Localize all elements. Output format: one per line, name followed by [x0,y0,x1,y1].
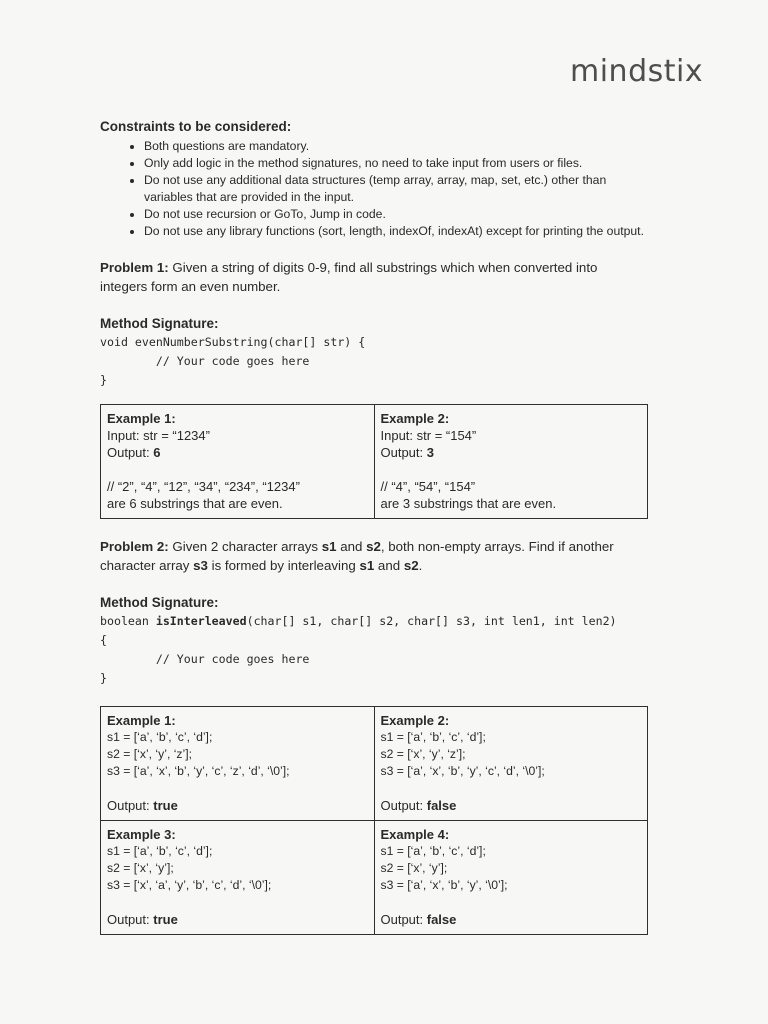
var-s1: s1 [359,558,375,573]
example-s3: s3 = [‘a’, ‘x’, ‘b’, ‘y’, ‘c’, ‘d’, ‘\0’]; [380,764,545,778]
code-token: (char[] s1, char[] s2, char[] s3, int len1, int len2) [246,614,617,628]
problem-2-text: Given 2 character arrays [172,539,322,554]
example-title: Example 2: [380,713,450,728]
output-value: true [153,798,178,813]
var-s1: s1 [321,539,337,554]
code-line: } [100,671,107,685]
example-title: Example 4: [380,827,450,842]
input-value: str = “154” [416,428,477,443]
example-s1: s1 = [‘a’, ‘b’, ‘c’, ‘d’]; [380,730,486,744]
method-name: isInterleaved [155,614,247,628]
problem-2-text: and [336,539,367,554]
code-line: void evenNumberSubstring(char[] str) { [100,335,366,349]
example-output [381,797,642,814]
example-s2: s2 = [‘x’, ‘y’, ‘z’]; [380,747,466,761]
example-cell [101,405,375,519]
example-cell [374,707,648,821]
example-cell [101,707,375,821]
problem-2-statement [100,537,648,575]
example-s3: s3 = [‘a’, ‘x’, ‘b’, ‘y’, ‘c’, ‘z’, ‘d’, ‘\0’]; [107,764,290,778]
brand-logo: mindstix [570,54,704,89]
example-input [381,427,642,444]
example-s2: s2 = [‘x’, ‘y’]; [380,861,448,875]
output-value: false [426,798,457,813]
example-s2: s2 = [‘x’, ‘y’, ‘z’]; [107,747,192,761]
example-title: Example 1: [107,411,176,426]
constraint-item: • Only add logic in the method signatures, no need to take input from users or files. [144,155,648,172]
example-title: Example 1: [107,713,176,728]
example-output [107,797,368,814]
example-s2: s2 = [‘x’, ‘y’]; [107,861,174,875]
input-label: Input: [107,428,144,443]
problem-2-signature-heading: Method Signature: [100,595,219,610]
example-output [107,444,368,461]
input-value: str = “1234” [143,428,210,443]
problem-1-signature-heading: Method Signature: [100,316,219,331]
output-value: true [153,912,178,927]
code-line: // Your code goes here [100,652,310,666]
code-token: boolean [100,614,156,628]
example-note: // “4”, “54”, “154” [380,479,476,494]
problem-1-statement [100,258,648,296]
output-label: Output: [107,445,154,460]
problem-1-text: Given a string of digits 0-9, find all substrings which when converted into integers form an even number. [100,260,598,294]
problem-2-text: and [374,558,404,573]
var-s2: s2 [366,539,381,554]
example-note: are 6 substrings that are even. [107,496,283,511]
example-input [107,427,368,444]
var-s3: s3 [193,558,208,573]
example-note: // “2”, “4”, “12”, “34”, “234”, “1234” [107,479,300,494]
code-line: { [100,633,107,647]
example-s1: s1 = [‘a’, ‘b’, ‘c’, ‘d’]; [107,730,213,744]
example-output [107,911,368,928]
output-value: 3 [426,445,434,460]
problem-2-label: Problem 2: [100,539,169,554]
problem-1-code [100,333,648,390]
problem-2-examples-table [100,706,648,935]
problem-1-label: Problem 1: [100,260,169,275]
problem-1-examples-table [100,404,648,519]
constraints-list [100,138,648,240]
output-value: 6 [153,445,161,460]
output-label: Output: [380,445,427,460]
output-label: Output: [380,798,427,813]
constraints-heading: Constraints to be considered: [100,119,292,134]
code-line: // Your code goes here [100,354,310,368]
example-cell [101,821,375,935]
constraint-item: • Do not use any additional data structures (temp array, array, map, set, etc.) other than variables that are provided in the input. [144,172,648,206]
constraint-item: • Do not use recursion or GoTo, Jump in code. [144,206,648,223]
example-note: are 3 substrings that are even. [380,496,557,511]
constraint-item: • Do not use any library functions (sort, length, indexOf, indexAt) except for printing the output. [144,223,648,240]
example-s1: s1 = [‘a’, ‘b’, ‘c’, ‘d’]; [380,844,486,858]
output-label: Output: [107,798,154,813]
document-content [100,118,648,935]
problem-2-text: is formed by interleaving [207,558,360,573]
output-label: Output: [380,912,427,927]
example-title: Example 3: [107,827,176,842]
example-output [381,911,642,928]
example-s1: s1 = [‘a’, ‘b’, ‘c’, ‘d’]; [107,844,213,858]
example-cell [374,405,648,519]
example-s3: s3 = [‘x’, ‘a’, ‘y’, ‘b’, ‘c’, ‘d’, ‘\0’]; [107,878,272,892]
example-title: Example 2: [380,411,450,426]
example-output [381,444,642,461]
code-line [100,612,648,631]
constraint-item: • Both questions are mandatory. [144,138,648,155]
problem-2-text: . [418,558,423,573]
example-s3: s3 = [‘a’, ‘x’, ‘b’, ‘y’, ‘\0’]; [380,878,508,892]
problem-2-text: , both non-empty arrays. Find if another character array [100,539,614,573]
code-line: } [100,373,107,387]
input-label: Input: [380,428,417,443]
var-s2: s2 [403,558,419,573]
problem-2-code [100,612,648,688]
example-cell [374,821,648,935]
output-value: false [426,912,457,927]
output-label: Output: [107,912,154,927]
